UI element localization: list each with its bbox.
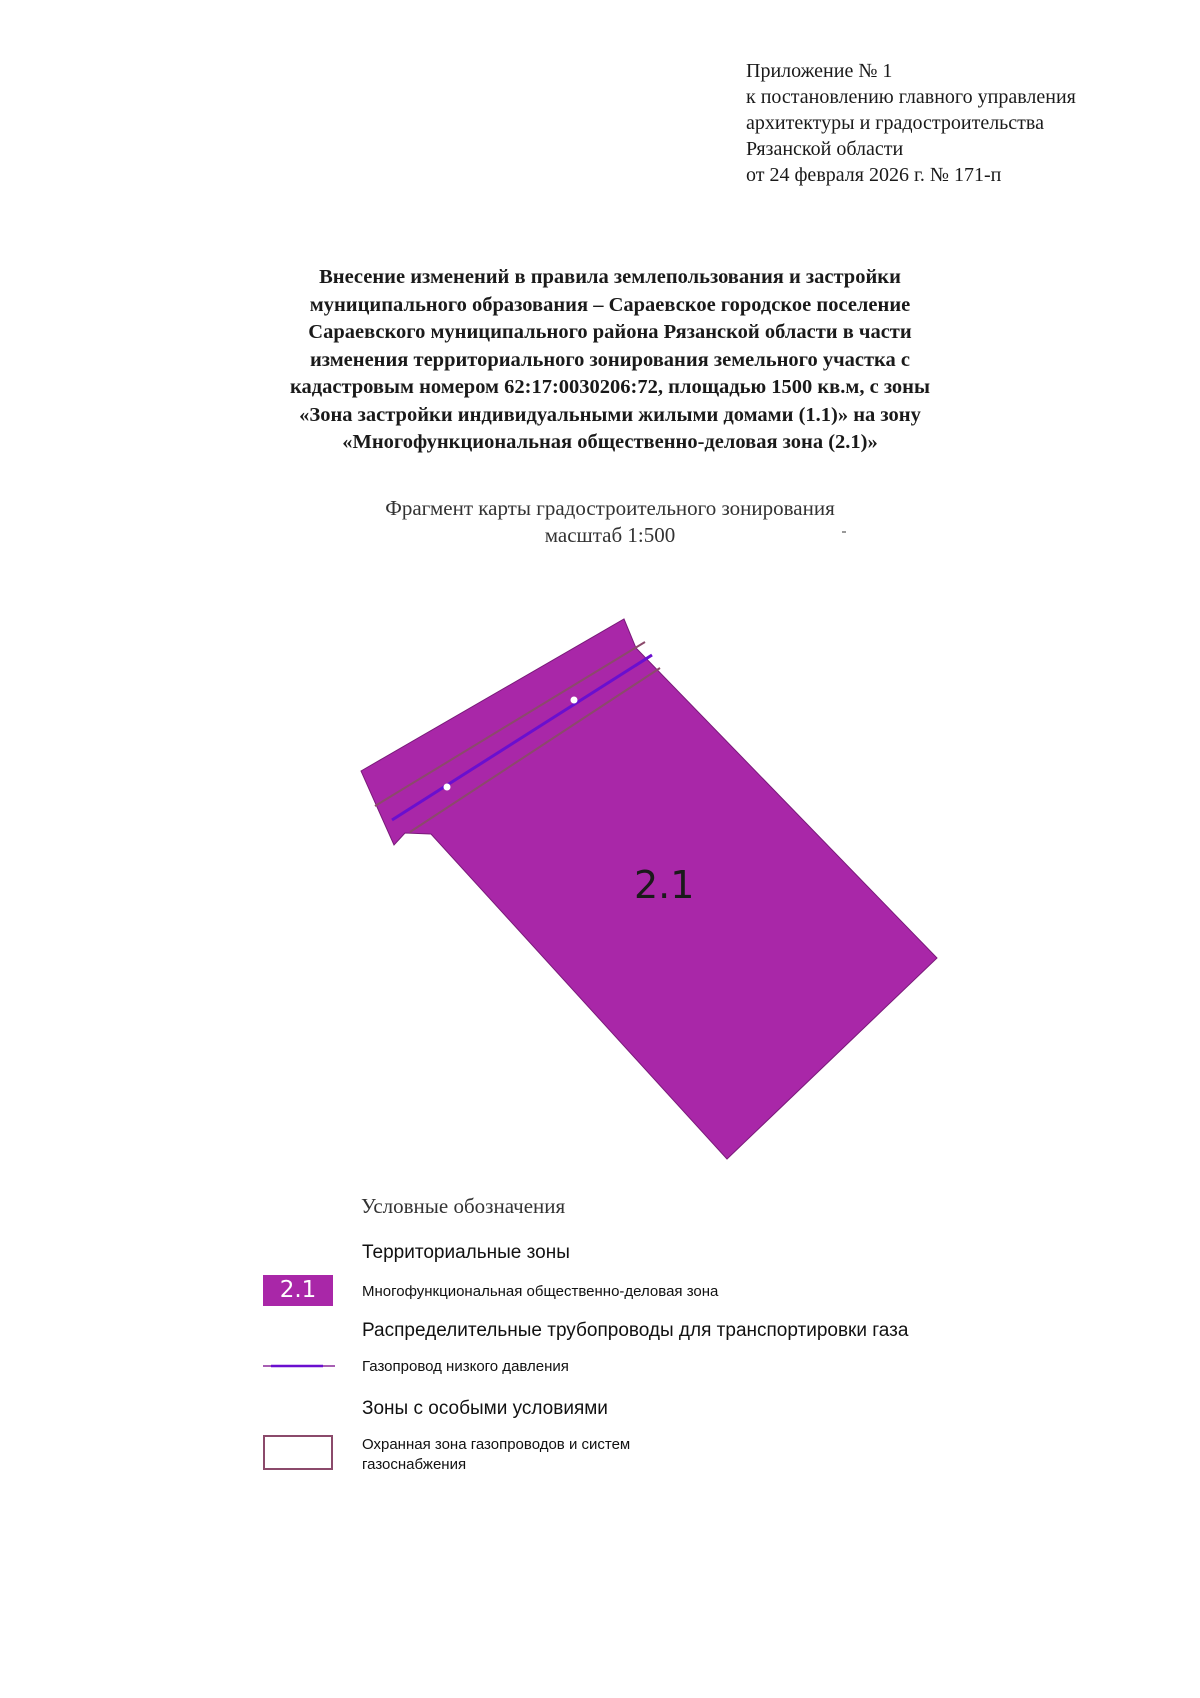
title-line: Сараевского муниципального района Рязанской области в части: [308, 321, 912, 343]
map-scale: масштаб 1:500: [544, 523, 676, 547]
appendix-line: Приложение № 1: [746, 60, 893, 82]
gas-pipeline-swatch: [263, 1363, 335, 1369]
legend-item-protect-line2: газоснабжения: [362, 1456, 467, 1473]
legend-heading: Условные обозначения: [361, 1194, 566, 1218]
appendix-line: Рязанской области: [746, 138, 904, 160]
protect-zone-swatch: [263, 1435, 333, 1470]
title-line: изменения территориального зонирования земельного участка с: [309, 348, 911, 371]
legend-section-special: Зоны с особыми условиями: [362, 1398, 608, 1419]
zone-swatch: 2.1: [263, 1275, 333, 1306]
title-line: муниципального образования – Сараевское городское поселение: [309, 293, 911, 316]
title-line: Внесение изменений в правила землепользования и застройки: [319, 266, 901, 288]
legend-item-zone: Многофункциональная общественно-деловая зона: [362, 1283, 719, 1300]
appendix-line: к постановлению главного управления: [746, 86, 1076, 108]
map-fragment-caption: Фрагмент карты градостроительного зонирования: [385, 496, 835, 520]
legend-item-gas: Газопровод низкого давления: [362, 1358, 569, 1375]
appendix-line: архитектуры и градостроительства: [746, 112, 1044, 134]
legend-item-protect: [362, 1435, 630, 1475]
legend-item-protect-line1: Охранная зона газопроводов и систем: [362, 1436, 631, 1453]
legend-section-zones: Территориальные зоны: [362, 1242, 570, 1263]
appendix-line: от 24 февраля 2026 г. № 171-п: [746, 164, 1002, 186]
title-line: «Зона застройки индивидуальными жилыми домами (1.1)» на зону: [299, 403, 921, 426]
title-line: «Многофункциональная общественно-деловая зона (2.1)»: [342, 431, 878, 453]
zone-label: 2.1: [634, 863, 695, 907]
title-line: кадастровым номером 62:17:0030206:72, площадью 1500 кв.м, с зоны: [289, 376, 931, 398]
legend-section-pipes: Распределительные трубопроводы для транспортировки газа: [362, 1320, 909, 1341]
